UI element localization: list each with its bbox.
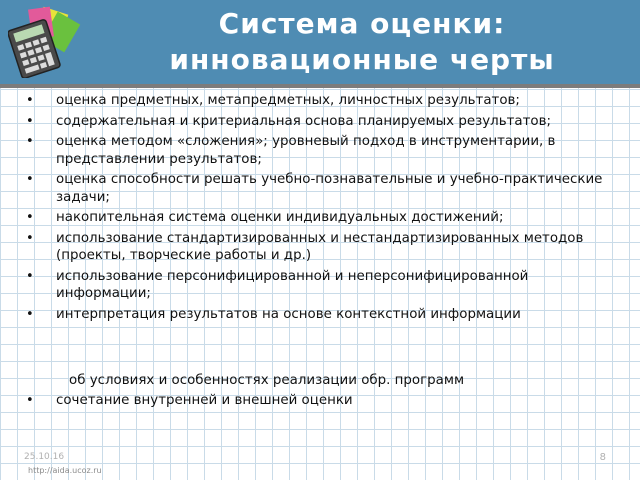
bullet-dot: • — [26, 306, 34, 322]
title-line-2: инновационные черты — [169, 43, 555, 76]
bullet-dot: • — [26, 134, 34, 149]
calculator-icon — [8, 6, 84, 78]
bullet-item-last — [24, 392, 640, 410]
bullet-dot: • — [26, 393, 34, 408]
bullet-dot: • — [26, 210, 34, 225]
footer-url: http://aida.ucoz.ru — [28, 466, 102, 475]
bullet-continuation: об условиях и особенностях реализации обр. программ — [69, 373, 465, 388]
header-divider — [0, 84, 640, 88]
title-line-1: Система оценки: — [218, 7, 506, 40]
bullet-text: накопительная система оценки индивидуальных достижений; — [56, 210, 504, 225]
bullet-text: оценка методом «сложения»; уровневый подход в инструментарии, в представлении результатов; — [56, 134, 556, 167]
slide-title — [92, 6, 632, 78]
footer-date: 25.10.16 — [24, 452, 65, 462]
bullet-text: сочетание внутренней и внешней оценки — [56, 393, 353, 408]
bullet-item — [24, 113, 624, 131]
bullet-dot: • — [26, 268, 34, 284]
bullet-list — [24, 92, 624, 326]
bullet-dot: • — [26, 93, 34, 108]
bullet-item — [24, 92, 624, 110]
bullet-text: оценка предметных, метапредметных, личностных результатов; — [56, 93, 520, 108]
bullet-text: использование персонифицированной и неперсонифицированной информации; — [56, 268, 529, 301]
bullet-item — [24, 209, 624, 227]
bullet-text: оценка способности решать учебно-познавательные и учебно-практические задачи; — [56, 172, 603, 205]
page-number: 8 — [599, 452, 606, 463]
bullet-dot: • — [26, 230, 34, 246]
bullet-item — [24, 306, 624, 324]
bullet-item — [24, 171, 624, 206]
bullet-item — [24, 268, 624, 303]
bullet-dot: • — [26, 172, 34, 187]
bullet-item — [24, 133, 624, 168]
bullet-item — [24, 230, 624, 265]
bullet-text: интерпретация результатов на основе контекстной информации — [56, 306, 521, 322]
bullet-text: использование стандартизированных и нестандартизированных методов (проекты, творческие работы и др.) — [56, 230, 584, 263]
bullet-dot: • — [26, 113, 34, 129]
bullet-text: содержательная и критериальная основа планируемых результатов; — [56, 113, 551, 129]
